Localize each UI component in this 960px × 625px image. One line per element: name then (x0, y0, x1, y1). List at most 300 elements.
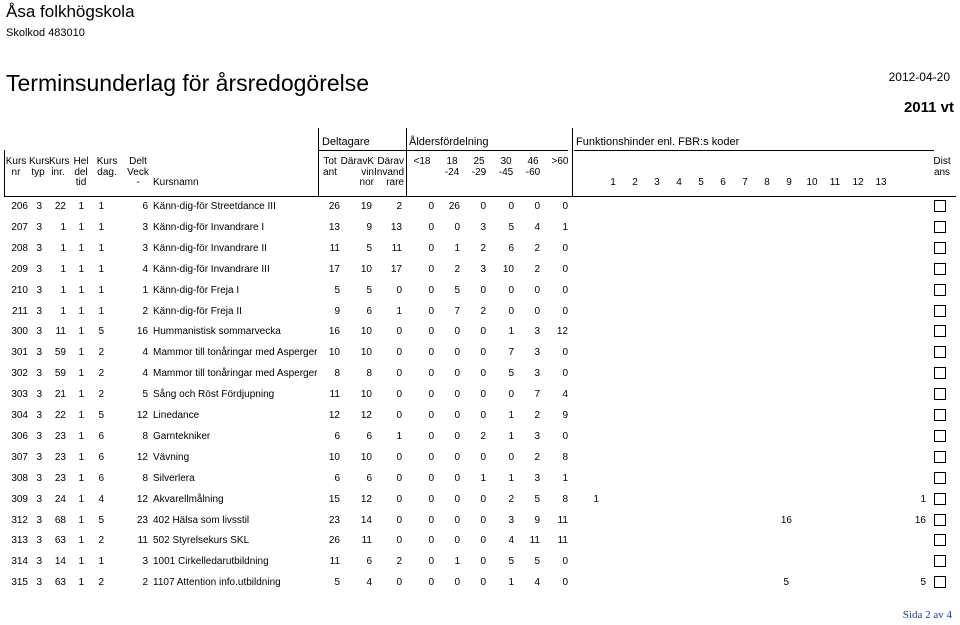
cell-funktion-1: 1 (593, 493, 599, 505)
col-funktion-code: 7 (742, 177, 748, 188)
cell-kurs-inr: 1 (60, 263, 66, 275)
cell-kurs-inr: 22 (54, 410, 66, 421)
cell-kurs-dag: 2 (98, 347, 104, 359)
cell-kurs-dag: 1 (98, 242, 104, 254)
cell-tot-ant: 26 (328, 201, 340, 212)
col-dist-ans: Dist ans (933, 156, 951, 178)
cell-age-46-60: 5 (534, 556, 540, 568)
col-funktion-code: 12 (852, 177, 864, 188)
cell-darav-invandrare: 0 (396, 535, 402, 547)
cell-age-under-18: 0 (428, 389, 434, 401)
cell-hel-del: 1 (78, 514, 84, 526)
cell-age-under-18: 0 (428, 493, 434, 505)
header-divider-1 (318, 128, 319, 196)
cell-age-under-18: 0 (428, 284, 434, 296)
cell-kurs-nr: 315 (11, 577, 28, 589)
dist-ans-checkbox[interactable] (934, 242, 946, 254)
col-kurs-typ: Kurs typ (29, 156, 50, 178)
cell-darav-kvinnor: 10 (360, 389, 372, 401)
dist-ans-checkbox[interactable] (934, 284, 946, 296)
cell-kurs-nr: 314 (11, 556, 28, 568)
cell-darav-kvinnor: 10 (360, 263, 372, 275)
cell-age-18-24: 0 (454, 368, 460, 380)
cell-kurs-dag: 5 (98, 410, 104, 421)
cell-age-over-60: 1 (562, 221, 568, 233)
cell-darav-invandrare: 11 (391, 242, 402, 254)
cell-kurs-inr: 1 (60, 284, 66, 296)
dist-ans-checkbox[interactable] (934, 388, 946, 400)
cell-delt-veck: 6 (142, 201, 148, 212)
cell-age-under-18: 0 (428, 451, 434, 463)
cell-age-under-18: 0 (428, 368, 434, 380)
col-age-18-24: 18 -24 (444, 156, 460, 178)
cell-age-46-60: 3 (534, 430, 540, 442)
cell-funktion-9: 5 (783, 577, 789, 589)
cell-kurs-nr: 207 (11, 221, 28, 233)
cell-kurs-typ: 3 (36, 556, 42, 568)
cell-kurs-nr: 210 (11, 284, 28, 296)
cell-delt-veck: 23 (136, 514, 148, 526)
cell-age-under-18: 0 (428, 263, 434, 275)
cell-age-30-45: 1 (508, 577, 514, 589)
cell-kurs-typ: 3 (36, 201, 42, 212)
cell-age-25-29: 0 (480, 284, 486, 296)
cell-kursnamn: Känn-dig-för Streetdance III (153, 201, 276, 212)
cell-age-over-60: 1 (562, 472, 568, 484)
cell-age-over-60: 11 (557, 535, 568, 547)
cell-hel-del: 1 (78, 284, 84, 296)
cell-hel-del: 1 (78, 556, 84, 568)
cell-darav-invandrare: 0 (396, 577, 402, 589)
dist-ans-checkbox[interactable] (934, 493, 946, 505)
cell-darav-invandrare: 1 (396, 430, 402, 442)
cell-age-30-45: 5 (508, 368, 514, 380)
cell-age-under-18: 0 (428, 472, 434, 484)
table-row (0, 301, 960, 321)
cell-darav-invandrare: 0 (396, 472, 402, 484)
cell-hel-del: 1 (78, 451, 84, 463)
dist-ans-checkbox[interactable] (934, 346, 946, 358)
cell-age-18-24: 0 (454, 472, 460, 484)
cell-darav-kvinnor: 5 (366, 284, 372, 296)
cell-kursnamn: 1001 Cirkelledarutbildning (153, 556, 269, 568)
table-row (0, 196, 960, 216)
cell-tot-ant: 11 (329, 242, 340, 254)
cell-age-46-60: 4 (534, 577, 540, 589)
cell-kurs-typ: 3 (36, 221, 42, 233)
cell-delt-veck: 2 (142, 577, 148, 589)
dist-ans-checkbox[interactable] (934, 555, 946, 567)
dist-ans-checkbox[interactable] (934, 514, 946, 526)
cell-age-18-24: 0 (454, 535, 460, 547)
col-age-30-45: 30 -45 (498, 156, 514, 178)
cell-kurs-dag: 5 (98, 514, 104, 526)
cell-darav-kvinnor: 5 (366, 242, 372, 254)
cell-age-25-29: 0 (480, 556, 486, 568)
cell-age-over-60: 0 (562, 430, 568, 442)
cell-darav-kvinnor: 6 (366, 556, 372, 568)
cell-kurs-inr: 1 (60, 221, 66, 233)
cell-tot-ant: 9 (334, 305, 340, 317)
cell-hel-del: 1 (78, 242, 84, 254)
cell-kursnamn: Hummanistisk sommarvecka (153, 326, 281, 338)
cell-delt-veck: 8 (142, 430, 148, 442)
group-funktionshinder: Funktionshinder enl. FBR:s koder (576, 136, 740, 148)
cell-hel-del: 1 (78, 472, 84, 484)
dist-ans-checkbox[interactable] (934, 576, 946, 588)
school-code: Skolkod 483010 (6, 27, 85, 39)
table-row (0, 510, 960, 530)
col-hel-del-tid: Hel del tid (73, 156, 89, 188)
cell-tot-ant: 5 (334, 577, 340, 589)
cell-age-30-45: 1 (508, 430, 514, 442)
cell-age-under-18: 0 (428, 410, 434, 421)
cell-kursnamn: 502 Styrelsekurs SKL (153, 535, 250, 547)
cell-hel-del: 1 (78, 535, 84, 547)
col-darav-invandrare: Därav Invand rare (374, 156, 405, 188)
cell-tot-ant: 26 (328, 535, 340, 547)
cell-age-under-18: 0 (428, 514, 434, 526)
col-kurs-inr: Kurs inr. (49, 156, 70, 178)
cell-hel-del: 1 (78, 410, 84, 421)
cell-age-over-60: 0 (562, 242, 568, 254)
cell-age-30-45: 0 (508, 451, 514, 463)
col-funktion-code: 5 (698, 177, 704, 188)
cell-age-18-24: 5 (454, 284, 460, 296)
cell-darav-kvinnor: 6 (366, 305, 372, 317)
cell-kursnamn: Linedance (153, 410, 200, 421)
cell-kursnamn: Akvarellmålning (153, 493, 224, 505)
cell-darav-kvinnor: 10 (360, 451, 372, 463)
cell-kurs-typ: 3 (36, 472, 42, 484)
col-age-25-29: 25 -29 (471, 156, 487, 178)
col-tot-ant: Tot ant (323, 156, 337, 178)
cell-darav-invandrare: 0 (396, 326, 402, 338)
cell-delt-veck: 12 (136, 493, 148, 505)
cell-kurs-inr: 22 (54, 201, 66, 212)
cell-kurs-dag: 2 (98, 535, 104, 547)
cell-delt-veck: 3 (142, 242, 148, 254)
cell-delt-veck: 1 (142, 284, 148, 296)
cell-kursnamn: Mammor till tonåringar med Asperger (153, 368, 318, 380)
group-aldersfordelning: Åldersfördelning (409, 136, 489, 148)
cell-age-30-45: 5 (508, 556, 514, 568)
cell-darav-invandrare: 0 (396, 514, 402, 526)
cell-age-46-60: 2 (534, 263, 540, 275)
table-row (0, 447, 960, 467)
col-funktion-code: 13 (875, 177, 887, 188)
cell-delt-veck: 4 (142, 347, 148, 359)
cell-age-46-60: 3 (534, 326, 540, 338)
dist-ans-checkbox[interactable] (934, 325, 946, 337)
col-delt-veck: Delt Veck - (127, 156, 149, 188)
col-funktion-code: 3 (654, 177, 660, 188)
cell-age-25-29: 0 (480, 410, 486, 421)
cell-kurs-typ: 3 (36, 430, 42, 442)
cell-tot-ant: 6 (334, 430, 340, 442)
cell-darav-invandrare: 0 (396, 389, 402, 401)
cell-kurs-dag: 2 (98, 368, 104, 380)
cell-age-30-45: 0 (508, 305, 514, 317)
cell-delt-veck: 4 (142, 368, 148, 380)
cell-age-18-24: 0 (454, 389, 460, 401)
cell-age-46-60: 0 (534, 201, 540, 212)
table-row (0, 259, 960, 279)
cell-kurs-dag: 1 (98, 284, 104, 296)
cell-age-18-24: 7 (454, 305, 460, 317)
cell-kurs-typ: 3 (36, 535, 42, 547)
table-row (0, 238, 960, 258)
header-rule-funktion (574, 150, 934, 151)
cell-delt-veck: 12 (136, 451, 148, 463)
cell-tot-ant: 13 (328, 221, 340, 233)
cell-funktion-13: 1 (920, 493, 926, 505)
cell-kurs-typ: 3 (36, 451, 42, 463)
col-kurs-dag: Kurs dag. (96, 156, 118, 178)
table-row (0, 363, 960, 383)
dist-ans-checkbox[interactable] (934, 430, 946, 442)
dist-ans-checkbox[interactable] (934, 451, 946, 463)
cell-darav-kvinnor: 19 (360, 201, 372, 212)
cell-hel-del: 1 (78, 368, 84, 380)
dist-ans-checkbox[interactable] (934, 263, 946, 275)
cell-age-25-29: 3 (480, 221, 486, 233)
col-age-under-18: <18 (413, 156, 431, 167)
term-label: 2011 vt (903, 99, 954, 116)
cell-age-46-60: 5 (534, 493, 540, 505)
table-row (0, 468, 960, 488)
cell-darav-invandrare: 2 (396, 201, 402, 212)
cell-age-25-29: 0 (480, 201, 486, 212)
cell-kursnamn: Garntekniker (153, 430, 211, 442)
cell-kursnamn: Silverlera (153, 472, 195, 484)
cell-kurs-dag: 6 (98, 430, 104, 442)
cell-funktion-10: 16 (780, 514, 792, 526)
cell-age-18-24: 0 (454, 577, 460, 589)
cell-age-30-45: 5 (508, 221, 514, 233)
cell-kurs-typ: 3 (36, 368, 42, 380)
cell-age-25-29: 0 (480, 535, 486, 547)
cell-age-25-29: 2 (480, 305, 486, 317)
cell-darav-invandrare: 2 (396, 556, 402, 568)
cell-kurs-nr: 301 (11, 347, 28, 359)
cell-kurs-inr: 63 (54, 577, 66, 589)
cell-tot-ant: 6 (334, 472, 340, 484)
cell-age-over-60: 0 (562, 305, 568, 317)
table-row (0, 551, 960, 571)
cell-age-18-24: 2 (454, 263, 460, 275)
dist-ans-checkbox[interactable] (934, 409, 946, 421)
cell-age-over-60: 0 (562, 263, 568, 275)
cell-tot-ant: 12 (328, 410, 340, 421)
cell-kurs-inr: 23 (54, 472, 66, 484)
cell-darav-invandrare: 0 (396, 284, 402, 296)
cell-darav-kvinnor: 8 (366, 368, 372, 380)
cell-age-18-24: 0 (454, 221, 460, 233)
cell-kurs-nr: 303 (11, 389, 28, 401)
cell-age-18-24: 26 (448, 201, 460, 212)
cell-darav-kvinnor: 10 (360, 326, 372, 338)
cell-kurs-nr: 307 (11, 451, 28, 463)
cell-funktion-13: 16 (914, 514, 926, 526)
cell-kursnamn: Känn-dig-för Invandrare II (153, 242, 267, 254)
cell-age-30-45: 6 (508, 242, 514, 254)
cell-age-under-18: 0 (428, 201, 434, 212)
cell-age-46-60: 3 (534, 472, 540, 484)
cell-delt-veck: 12 (136, 410, 148, 421)
cell-kurs-inr: 23 (54, 430, 66, 442)
report-date: 2012-04-20 (888, 70, 950, 84)
cell-tot-ant: 8 (334, 368, 340, 380)
cell-hel-del: 1 (78, 430, 84, 442)
cell-kursnamn: Sång och Röst Fördjupning (153, 389, 275, 401)
cell-hel-del: 1 (78, 577, 84, 589)
cell-kurs-dag: 6 (98, 472, 104, 484)
cell-kurs-dag: 1 (98, 201, 104, 212)
cell-kurs-inr: 1 (60, 305, 66, 317)
cell-age-30-45: 0 (508, 389, 514, 401)
page-number: Sida 2 av 4 (902, 609, 952, 621)
cell-age-25-29: 3 (480, 263, 486, 275)
cell-delt-veck: 11 (137, 535, 148, 547)
cell-kurs-nr: 309 (11, 493, 28, 505)
cell-kurs-inr: 59 (54, 368, 66, 380)
cell-tot-ant: 5 (334, 284, 340, 296)
cell-kurs-dag: 6 (98, 451, 104, 463)
table-row (0, 342, 960, 362)
dist-ans-checkbox[interactable] (934, 472, 946, 484)
cell-kursnamn: Känn-dig-för Invandrare III (153, 263, 270, 275)
cell-age-30-45: 2 (508, 493, 514, 505)
cell-age-18-24: 0 (454, 347, 460, 359)
cell-age-18-24: 0 (454, 410, 460, 421)
cell-age-30-45: 0 (508, 284, 514, 296)
cell-kurs-typ: 3 (36, 577, 42, 589)
cell-delt-veck: 3 (142, 221, 148, 233)
cell-darav-kvinnor: 12 (360, 493, 372, 505)
cell-age-under-18: 0 (428, 221, 434, 233)
col-funktion-code: 1 (610, 177, 616, 188)
cell-darav-kvinnor: 11 (361, 535, 372, 547)
cell-darav-kvinnor: 6 (366, 430, 372, 442)
cell-age-25-29: 0 (480, 368, 486, 380)
table-row (0, 572, 960, 592)
cell-age-25-29: 0 (480, 514, 486, 526)
cell-kurs-nr: 300 (11, 326, 28, 338)
cell-kurs-typ: 3 (36, 493, 42, 505)
cell-kurs-nr: 306 (11, 430, 28, 442)
cell-age-18-24: 1 (454, 556, 460, 568)
cell-delt-veck: 5 (142, 389, 148, 401)
cell-tot-ant: 15 (328, 493, 340, 505)
cell-kurs-inr: 24 (54, 493, 66, 505)
cell-age-over-60: 0 (562, 556, 568, 568)
cell-age-25-29: 1 (480, 472, 486, 484)
cell-kursnamn: Mammor till tonåringar med Asperger (153, 347, 318, 359)
dist-ans-checkbox[interactable] (934, 534, 946, 546)
cell-age-30-45: 4 (508, 535, 514, 547)
cell-delt-veck: 2 (142, 305, 148, 317)
cell-age-under-18: 0 (428, 535, 434, 547)
cell-tot-ant: 23 (328, 514, 340, 526)
header-divider-2 (406, 128, 407, 196)
cell-age-over-60: 9 (562, 410, 568, 421)
cell-age-46-60: 3 (534, 368, 540, 380)
cell-age-46-60: 11 (529, 535, 540, 547)
cell-delt-veck: 16 (136, 326, 148, 338)
cell-darav-kvinnor: 14 (360, 514, 372, 526)
col-age-over-60: >60 (551, 156, 569, 167)
cell-darav-invandrare: 0 (396, 368, 402, 380)
cell-age-18-24: 1 (454, 242, 460, 254)
cell-darav-kvinnor: 10 (360, 347, 372, 359)
cell-kurs-typ: 3 (36, 242, 42, 254)
dist-ans-checkbox[interactable] (934, 200, 946, 212)
dist-ans-checkbox[interactable] (934, 305, 946, 317)
cell-age-46-60: 9 (534, 514, 540, 526)
table-row (0, 280, 960, 300)
cell-kurs-dag: 1 (98, 263, 104, 275)
cell-age-46-60: 7 (534, 389, 540, 401)
cell-kurs-nr: 312 (11, 514, 28, 526)
cell-kursnamn: Känn-dig-för Invandrare I (153, 221, 265, 233)
table-row (0, 321, 960, 341)
cell-age-46-60: 0 (534, 305, 540, 317)
header-divider-3 (572, 128, 573, 196)
cell-age-30-45: 7 (508, 347, 514, 359)
cell-age-25-29: 2 (480, 242, 486, 254)
cell-age-under-18: 0 (428, 430, 434, 442)
cell-age-30-45: 3 (508, 514, 514, 526)
cell-age-25-29: 0 (480, 389, 486, 401)
cell-age-18-24: 0 (454, 430, 460, 442)
cell-kurs-dag: 4 (98, 493, 104, 505)
dist-ans-checkbox[interactable] (934, 221, 946, 233)
col-funktion-code: 8 (764, 177, 770, 188)
cell-kurs-inr: 68 (54, 514, 66, 526)
cell-age-18-24: 0 (454, 493, 460, 505)
group-deltagare: Deltagare (322, 136, 370, 148)
cell-delt-veck: 4 (142, 263, 148, 275)
cell-kurs-typ: 3 (36, 263, 42, 275)
cell-age-over-60: 4 (562, 389, 568, 401)
cell-darav-kvinnor: 6 (366, 472, 372, 484)
cell-kurs-typ: 3 (36, 326, 42, 338)
cell-kurs-typ: 3 (36, 305, 42, 317)
cell-tot-ant: 10 (328, 347, 340, 359)
cell-age-over-60: 8 (562, 451, 568, 463)
cell-kurs-typ: 3 (36, 514, 42, 526)
cell-age-30-45: 1 (508, 472, 514, 484)
cell-kursnamn: 402 Hälsa som livsstil (153, 514, 250, 526)
cell-hel-del: 1 (78, 493, 84, 505)
cell-age-over-60: 12 (556, 326, 568, 338)
cell-darav-invandrare: 0 (396, 451, 402, 463)
cell-kurs-inr: 14 (54, 556, 66, 568)
cell-age-46-60: 3 (534, 347, 540, 359)
cell-hel-del: 1 (78, 326, 84, 338)
cell-age-under-18: 0 (428, 242, 434, 254)
header-rule-deltagare (318, 150, 568, 151)
col-funktion-code: 9 (786, 177, 792, 188)
cell-age-under-18: 0 (428, 347, 434, 359)
table-row (0, 405, 960, 425)
cell-kurs-inr: 11 (55, 326, 66, 338)
cell-kurs-dag: 2 (98, 389, 104, 401)
cell-age-30-45: 1 (508, 326, 514, 338)
cell-kurs-inr: 21 (54, 389, 66, 401)
dist-ans-checkbox[interactable] (934, 367, 946, 379)
